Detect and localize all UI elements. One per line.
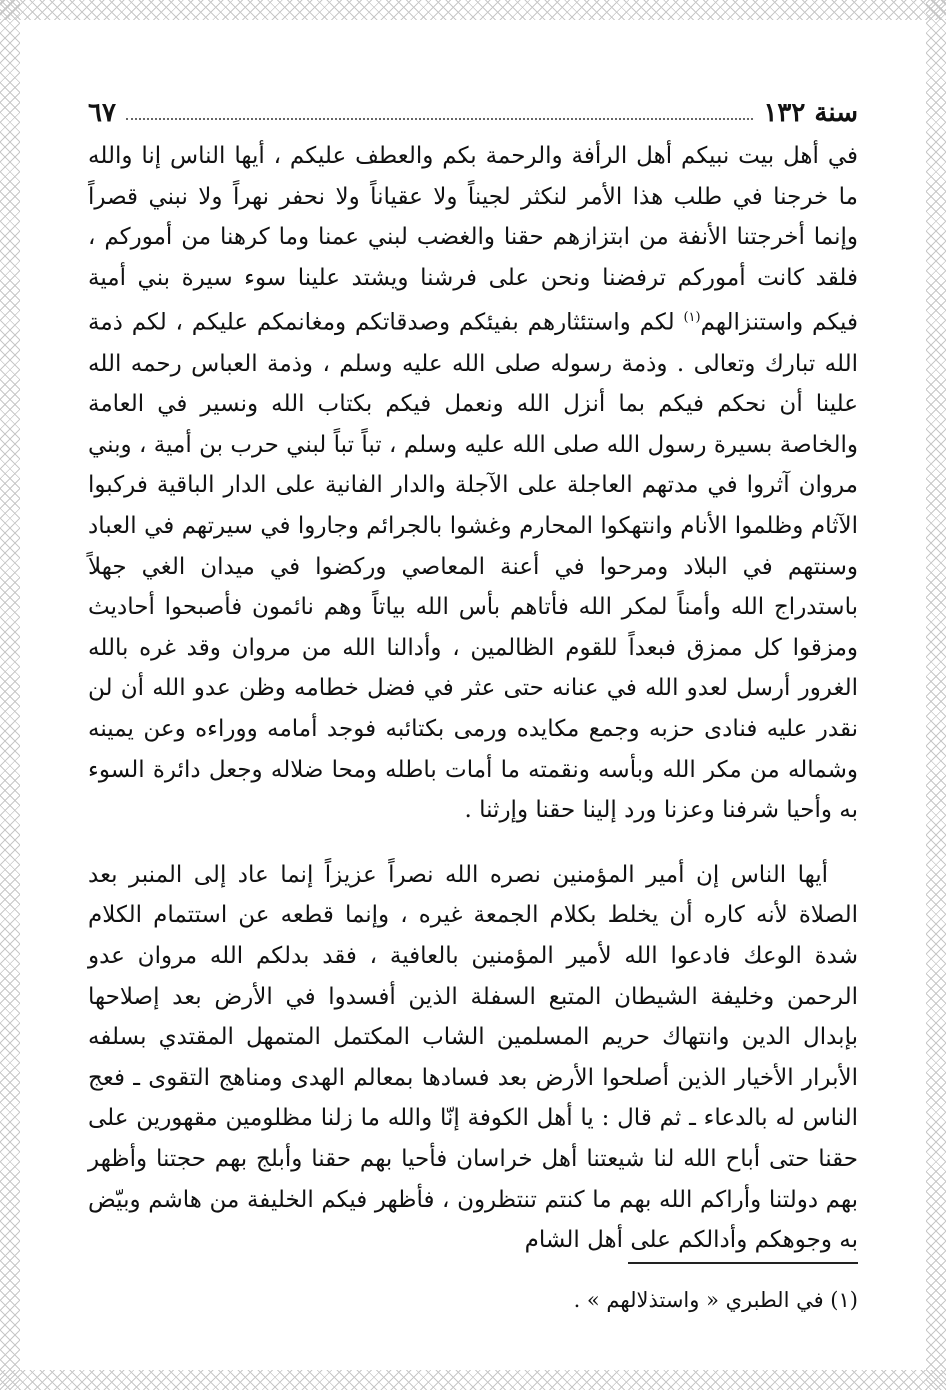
ornamental-border-bottom <box>0 1370 946 1390</box>
paragraph-1 <box>88 136 858 831</box>
paragraph-1-start: في أهل بيت نبيكم أهل الرأفة والرحمة بكم والعطف عليكم ، أيها الناس إنا والله ما خرجنا في طلب هذا الأمر لنكثر لجيناً ولا عقياناً ولا نحفر نهراً ولا نبني قصراً وإنما أخرجتنا الأنفة من ابتزازهم حقنا والغضب لبني عمنا وما كرهنا من أموركم ، فلقد كانت أموركم ترفضنا ونحن على فرشنا ويشتد علينا سوء سيرة بني أمية فيكم واستنزالهم <box>88 143 858 337</box>
footnote-reference: (١) <box>683 310 701 326</box>
ornamental-border-right <box>926 0 946 1390</box>
paragraph-1-end: لكم واستئثارهم بفيئكم وصدقاتكم ومغانمكم عليكم ، لكم ذمة الله تبارك وتعالى . وذمة رسوله صلى الله عليه وسلم ، وذمة العباس رحمه الله علينا أن نحكم فيكم بما أنزل الله ونعمل فيكم بكتاب الله ونسير في العامة والخاصة بسيرة رسول الله صلى الله عليه وسلم ، تباً تباً لبني حرب بن أمية ، وبني مروان آثروا في مدتهم العاجلة على الآجلة والدار الفانية على الدار الباقية فركبوا الآثام وظلموا الأنام وانتهكوا المحارم وغشوا بالجرائم وجاروا في سيرتهم في العباد وسنتهم في البلاد ومرحوا في أعنة المعاصي وركضوا في ميدان الغي جهلاً باستدراج الله وأمناً لمكر الله فأتاهم بأس الله بياتاً وهم نائمون فأصبحوا أحاديث ومزقوا كل ممزق فبعداً للقوم الظالمين ، وأدالنا الله من مروان وقد غره بالله الغرور أرسل لعدو الله في عنانه حتى عثر في فضل خطامه وظن عدو الله أن لن نقدر عليه فنادى حزبه وجمع مكايده ورمى بكتائبه فوجد أمامه ووراءه وعن يمينه وشماله من مكر الله وبأسه ونقمته ما أمات باطله ومحا ضلاله وجعل دائرة السوء به وأحيا شرفنا وعزنا ورد إلينا حقنا وإرثنا . <box>88 310 858 824</box>
body-text <box>88 136 858 1261</box>
header-year: سنة ١٣٢ <box>763 98 858 128</box>
ornamental-border-top <box>0 0 946 20</box>
paragraph-2: أيها الناس إن أمير المؤمنين نصره الله نصراً عزيزاً إنما عاد إلى المنبر بعد الصلاة لأنه كاره أن يخلط بكلام الجمعة غيره ، وإنما قطعه عن استتمام الكلام شدة الوعك فادعوا الله لأمير المؤمنين بالعافية ، فقد بدلكم الله مروان عدو الرحمن وخليفة الشيطان المتبع السفلة الذين أفسدوا في الأرض بعد إصلاحها بإبدال الدين وانتهاك حريم المسلمين الشاب المكتمل المتمهل المقتدي بسلفه الأبرار الأخيار الذين أصلحوا الأرض بعد فسادها بمعالم الهدى ومناهج التقوى ـ فعج الناس له بالدعاء ـ ثم قال : يا أهل الكوفة إنّا والله ما زلنا مظلومين مقهورين على حقنا حتى أباح الله لنا شيعتنا أهل خراسان فأحيا بهم حقنا وأبلج بهم حجتنا وأظهر بهم دولتنا وأراكم الله بهم ما كنتم تنتظرون ، فأظهر فيكم الخليفة من هاشم وبيّض به وجوهكم وأدالكم على أهل الشام <box>88 861 858 1254</box>
footnote: (١) في الطبري « واستذلالهم » . <box>573 1288 858 1312</box>
page-number: ٦٧ <box>88 98 116 128</box>
ornamental-border-left <box>0 0 20 1390</box>
header-dotted-leader <box>126 118 754 120</box>
page-header <box>88 92 858 128</box>
footnote-separator <box>628 1262 858 1264</box>
